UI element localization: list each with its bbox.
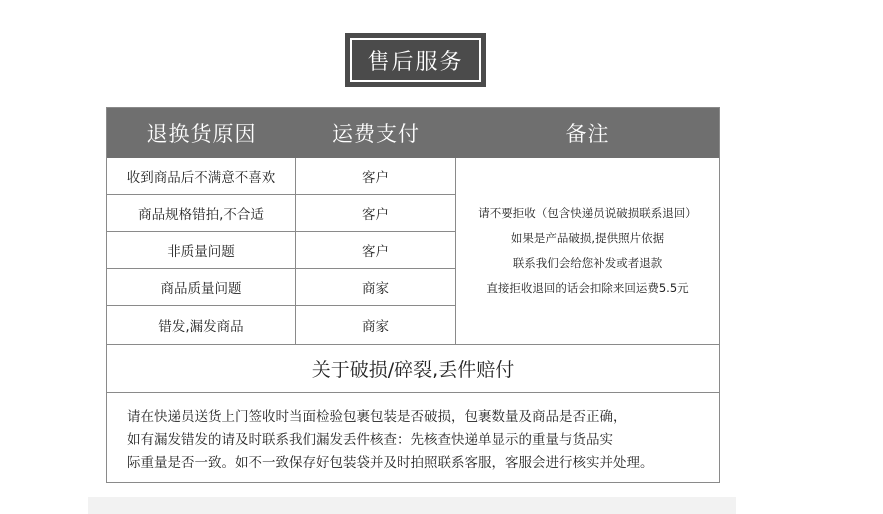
body-line: 如有漏发错发的请及时联系我们漏发丢件核查：先核查快递单显示的重量与货品实 bbox=[127, 432, 613, 448]
header-notes: 备注 bbox=[565, 122, 610, 146]
header-shipping-payer: 运费支付 bbox=[332, 122, 420, 146]
body-line: 请在快递员送货上门签收时当面检验包裹包装是否破损，包裹数量及商品是否正确， bbox=[127, 409, 627, 425]
table-row bbox=[107, 306, 456, 345]
body-line: 际重量是否一致。如不一致保存好包装袋并及时拍照联系客服，客服会进行核实并处理。 bbox=[127, 455, 654, 471]
payer-cell: 商家 bbox=[296, 269, 456, 305]
table-row bbox=[107, 232, 456, 269]
table-row bbox=[107, 269, 456, 306]
reason-cell: 错发,漏发商品 bbox=[107, 306, 296, 344]
title-box bbox=[345, 33, 486, 87]
note-line: 如果是产品破损,提供照片依据 bbox=[510, 231, 665, 245]
reason-cell: 商品质量问题 bbox=[107, 269, 296, 305]
table-row bbox=[107, 195, 456, 232]
after-sales-table bbox=[106, 107, 720, 483]
reason-cell: 收到商品后不满意不喜欢 bbox=[107, 158, 296, 194]
note-line: 直接拒收退回的话会扣除来回运费5.5元 bbox=[486, 281, 689, 295]
payer-cell: 商家 bbox=[296, 306, 456, 344]
reason-cell: 非质量问题 bbox=[107, 232, 296, 268]
table-header bbox=[107, 108, 719, 158]
header-reason: 退换货原因 bbox=[146, 122, 257, 146]
bottom-divider bbox=[88, 497, 736, 514]
damage-section-body bbox=[127, 406, 707, 475]
payer-cell: 客户 bbox=[296, 195, 456, 231]
note-line: 请不要拒收（包含快递员说破损联系退回） bbox=[478, 206, 697, 220]
note-line: 联系我们会给您补发或者退款 bbox=[512, 256, 663, 270]
damage-section-heading: 关于破损/碎裂,丢件赔付 bbox=[107, 345, 719, 393]
notes-cell bbox=[456, 158, 719, 345]
page-title: 售后服务 bbox=[350, 38, 481, 82]
reason-cell: 商品规格错拍,不合适 bbox=[107, 195, 296, 231]
payer-cell: 客户 bbox=[296, 232, 456, 268]
table-row bbox=[107, 158, 456, 195]
payer-cell: 客户 bbox=[296, 158, 456, 194]
